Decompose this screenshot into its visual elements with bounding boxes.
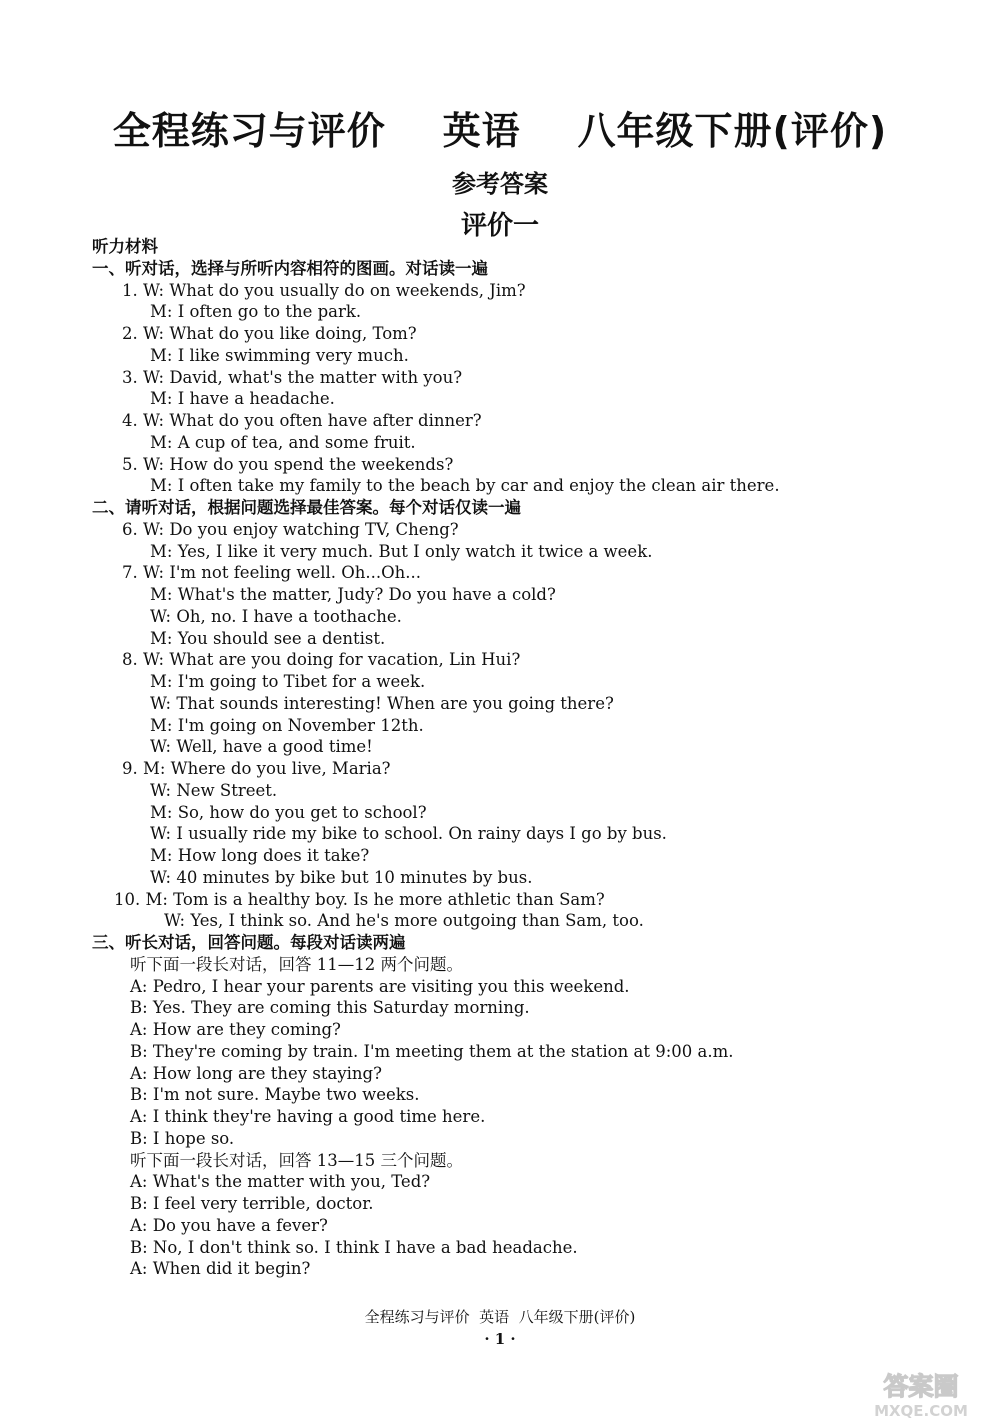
dialog-line: M: I often take my family to the beach by car and enjoy the clean air there. [150,476,780,496]
question-line: 4. W: What do you often have after dinner? [122,411,482,430]
answer-key-subtitle: 参考答案 [452,170,548,198]
page-footer: 全程练习与评价 英语 八年级下册(评价) [364,1308,636,1326]
dialog-line: M: So, how do you get to school? [150,802,427,822]
part2-heading: 二、请听对话，根据问题选择最佳答案。每个对话仅读一遍 [92,498,521,517]
dialog-line: M: I often go to the park. [150,302,362,322]
question-line: 9. M: Where do you live, Maria? [122,759,391,778]
question-line: 10. M: Tom is a healthy boy. Is he more athletic than Sam? [114,889,605,909]
question-line: 1. W: What do you usually do on weekends, Jim? [122,280,526,300]
long-dialog-1 [92,976,972,1150]
document-body [92,236,972,1280]
dialog-line: W: Oh, no. I have a toothache. [150,606,402,626]
watermark-site: MXQE.COM [874,1402,968,1419]
dialog-line: M: I'm going on November 12th. [150,715,424,735]
long-dialog-2 [92,1171,972,1280]
dialog-line: W: Yes, I think so. And he's more outgoing than Sam, too. [164,911,644,931]
dialog-line: M: I'm going to Tibet for a week. [150,672,426,691]
section-title: 评价一 [460,211,539,241]
dialog-line: A: Pedro, I hear your parents are visiting you this weekend. [130,976,630,996]
question-line: 8. W: What are you doing for vacation, Lin Hui? [122,650,521,670]
dialog-line: A: I think they're having a good time here. [130,1107,486,1126]
dialog-line: M: I have a headache. [150,389,335,409]
dialog-line: A: Do you have a fever? [130,1215,328,1235]
page-number: · 1 · [484,1330,516,1348]
dialog-line: B: I feel very terrible, doctor. [130,1194,374,1213]
dialog-line: W: I usually ride my bike to school. On rainy days I go by bus. [150,824,667,844]
dialog-line: M: How long does it take? [150,846,370,865]
dialog-line: A: What's the matter with you, Ted? [130,1172,431,1192]
part3-heading: 三、听长对话，回答问题。每段对话读两遍 [92,933,406,952]
dialog-line: A: How are they coming? [130,1020,341,1039]
part1-heading: 一、听对话，选择与所听内容相符的图画。对话读一遍 [92,258,488,278]
dialog-line: A: How long are they staying? [130,1063,382,1083]
part1-dialogs [92,280,972,498]
dialog-line: B: I hope so. [130,1128,235,1148]
dialog1-intro: 听下面一段长对话，回答 11—12 两个问题。 [130,954,463,974]
watermark-logo-text: 答案圈 [883,1372,959,1401]
dialog-line: A: When did it begin? [130,1259,311,1279]
dialog-line: M: What's the matter, Judy? Do you have a cold? [150,585,556,604]
dialog-line: W: That sounds interesting! When are you going there? [150,693,614,713]
dialog-line: B: Yes. They are coming this Saturday morning. [130,998,530,1018]
question-line: 2. W: What do you like doing, Tom? [122,324,417,343]
page-title: 全程练习与评价 英语 八年级下册(评价) [112,109,888,153]
material-label: 听力材料 [92,237,158,256]
dialog-line: B: No, I don't think so. I think I have a bad headache. [130,1237,578,1257]
dialog-line: W: Well, have a good time! [150,737,373,757]
dialog-line: M: I like swimming very much. [150,345,409,365]
watermark-logo [862,1367,980,1419]
question-line: 6. W: Do you enjoy watching TV, Cheng? [122,519,459,539]
dialog-line: W: New Street. [150,780,278,800]
dialog-line: B: I'm not sure. Maybe two weeks. [130,1085,420,1105]
dialog2-intro: 听下面一段长对话，回答 13—15 三个问题。 [130,1150,463,1170]
question-line: 5. W: How do you spend the weekends? [122,454,454,474]
dialog-line: M: Yes, I like it very much. But I only watch it twice a week. [150,541,653,561]
dialog-line: B: They're coming by train. I'm meeting them at the station at 9:00 a.m. [130,1041,734,1061]
dialog-line: W: 40 minutes by bike but 10 minutes by bus. [150,867,533,887]
question-line: 3. W: David, what's the matter with you? [122,367,463,387]
part2-dialogs [92,519,972,932]
question-line: 7. W: I'm not feeling well. Oh...Oh... [122,563,422,583]
dialog-line: M: You should see a dentist. [150,628,386,648]
dialog-line: M: A cup of tea, and some fruit. [150,432,416,452]
